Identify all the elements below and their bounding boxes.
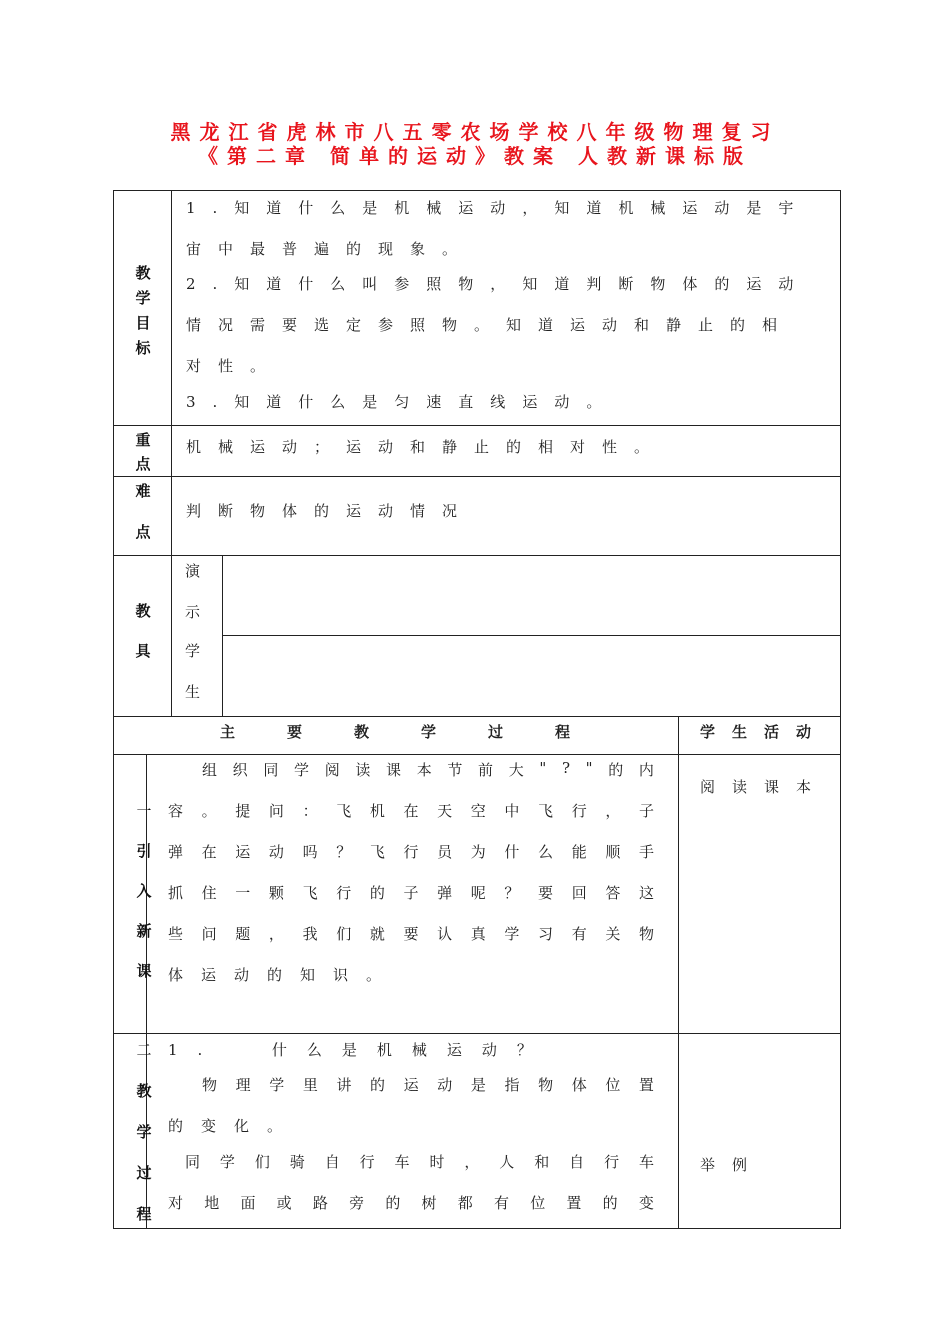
objective-line: 1.知道什么是机械运动，知道机械运动是宇 [186,199,811,217]
activity-column-divider [678,716,679,1228]
section2-line: 的变化。 [168,1117,301,1135]
key-points-text: 机械运动；运动和静止的相对性。 [186,438,667,456]
difficulties-label: 点 [135,523,151,541]
key-points-label: 重 [135,431,151,449]
student-aid-label: 学 [185,642,201,660]
label-column-divider [171,190,172,716]
objective-line: 2.知道什么叫参照物，知道判断物体的运动 [186,275,811,293]
demo-aid-label: 示 [185,603,201,621]
student-aid-label: 生 [185,683,201,701]
key-points-label: 点 [135,455,151,473]
objective-line: 情况需要选定参照物。知道运动和静止的相 [186,316,795,334]
section2-line: 对 地 面 或 路 旁 的 树 都 有 位 置 的 变 [168,1194,654,1212]
section-label-divider [146,754,147,1228]
section2-heading: 1. 什么是机械运动？ [168,1041,552,1059]
document-title-line1: 黑龙江省虎林市八五零农场学校八年级物理复习 [170,120,780,144]
objective-line: 对性。 [186,357,283,375]
row-divider [222,635,841,636]
teaching-aids-label: 教 [135,602,151,620]
process-header-activity: 学生活动 [700,723,829,741]
table-bottom-border [113,1228,841,1229]
difficulties-label: 难 [135,482,151,500]
table-top-border [113,190,841,191]
row-divider [113,1033,841,1034]
demo-aid-label: 演 [185,562,201,580]
row-divider [113,716,841,717]
table-right-border [840,190,841,1228]
section2-line: 同 学 们 骑 自 行 车 时 ， 人 和 自 行 车 [185,1153,654,1171]
aids-column-divider [222,555,223,716]
section1-line: 体运动的知识。 [168,966,400,984]
row-divider [113,425,841,426]
section1-line: 抓 住 一 颗 飞 行 的 子 弹 呢 ？ 要 回 答 这 [168,884,654,902]
teaching-aids-label: 具 [135,642,151,660]
section2-line: 物 理 学 里 讲 的 运 动 是 指 物 体 位 置 [202,1076,654,1094]
process-header-main: 主要教学过程 [220,723,623,741]
objective-line: 宙中最普遍的现象。 [186,240,475,258]
section1-line: 容 。 提 问 ： 飞 机 在 天 空 中 飞 行 ， 子 [168,802,654,820]
table-left-border [113,190,114,1228]
difficulties-text: 判断物体的运动情况 [186,502,475,520]
section1-line: 些 问 题 ， 我 们 就 要 认 真 学 习 有 关 物 [168,925,654,943]
section1-line: 弹 在 运 动 吗 ？ 飞 行 员 为 什 么 能 顺 手 [168,843,654,861]
row-divider [113,754,841,755]
objective-line: 3.知道什么是匀速直线运动。 [186,393,619,411]
section1-line: 组 织 同 学 阅 读 课 本 节 前 大 " ? " 的 内 [202,759,654,779]
document-title-line2: 《第二章 简单的运动》教案 人教新课标版 [198,144,752,168]
section2-activity: 举例 [700,1156,765,1174]
row-divider [113,476,841,477]
section1-activity: 阅读课本 [700,778,829,796]
